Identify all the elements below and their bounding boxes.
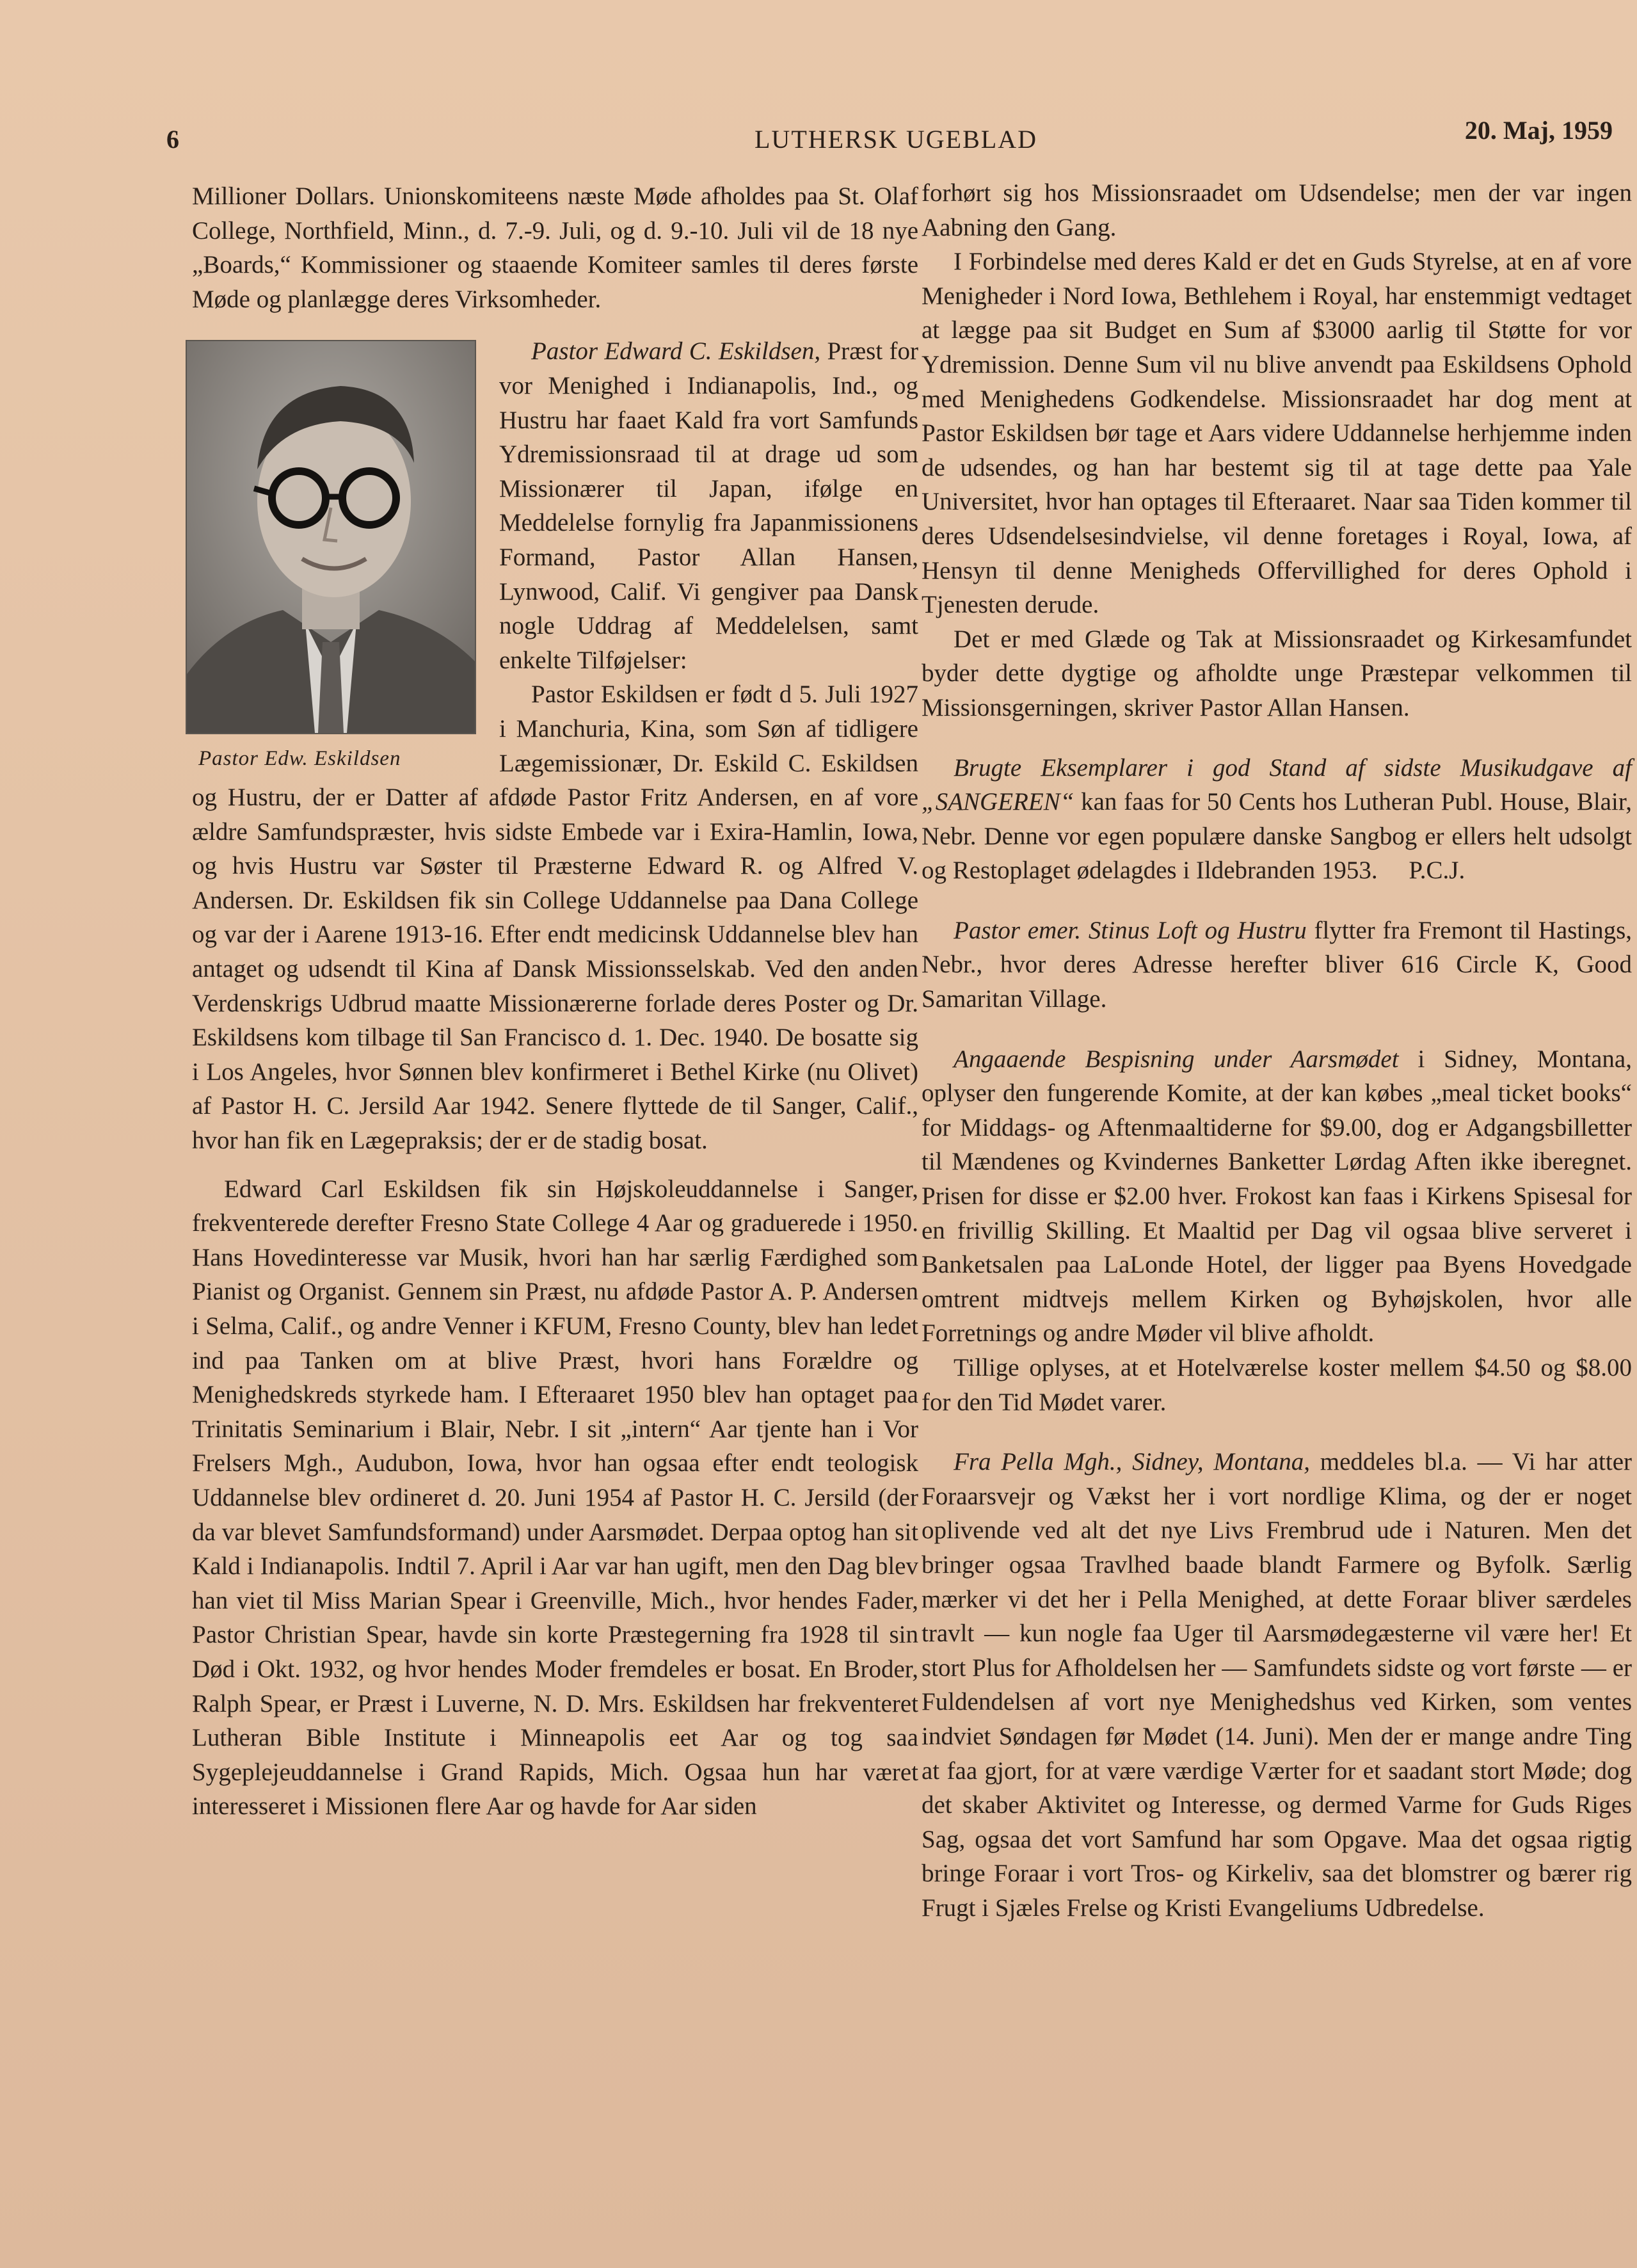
right-column bbox=[922, 176, 1632, 1926]
pella-notice bbox=[922, 1445, 1632, 1925]
address-notice bbox=[922, 913, 1632, 1017]
pella-lead: Fra Pella Mgh., Sidney, Montana, bbox=[954, 1448, 1310, 1476]
meals-notice bbox=[922, 1042, 1632, 1351]
continued-paragraph: forhørt sig hos Missionsraadet om Udsendelse; men der var ingen Aabning den Gang. bbox=[922, 179, 1632, 241]
hotel-notice: Tillige oplyses, at et Hotelværelse koster mellem $4.50 og $8.00 for den Tid Mødet varer. bbox=[922, 1354, 1632, 1416]
portrait-illustration bbox=[187, 341, 475, 733]
left-column bbox=[192, 179, 918, 1824]
page-header bbox=[166, 115, 1625, 160]
songbook-lead: Brugte Eksemplarer i god Stand af sidste Musikudgave af „SANGEREN“ bbox=[922, 753, 1632, 816]
welcome-paragraph: Det er med Glæde og Tak at Missionsraadet og Kirkesamfundet byder dette dygtige og afholdte unge Præstepar velkommen til Missionsgerningen, skriver Pastor Allan Hansen. bbox=[922, 625, 1632, 721]
portrait-figure bbox=[186, 340, 480, 775]
songbook-body: kan faas for 50 Cents hos Lutheran Publ. House, Blair, Nebr. Denne vor egen populære danske Sangbog er ellers helt udsolgt og Restoplaget ødelagdes i Ildebranden 1953. bbox=[922, 788, 1632, 885]
pella-body: meddeles bl.a. — Vi har atter Foraarsvejr og Vækst her i vort nordlige Klima, og der er noget oplivende ved alt det nye Livs Frembrud ude i Naturen. Men det bringer ogsaa Travlhed baade blandt Farmere og Byfolk. Særlig mærker vi det her i Pella Menighed, at dette Foraar bliver særdeles travlt — kun nogle faa Uger til Aarsmødegæsterne vil være her! Et stort Plus for Afholdelsen her — Samfundets sidste og vort første — er Fuldendelsen af vort nye Menighedshus ved Kirken, som ventes indviet Søndagen før Mødet (14. Juni). Men der er mange andre Ting at faa gjort, for at være værdige Værter for et saadant stort Møde; dog det skaber Aktivitet og Interesse, og dermed Varme for Guds Riges Sag, ogsaa det vort Samfund har som Opgave. Maa det ogsaa rigtig bringe Foraar i vort Tros- og Kirkeliv, saa det blomstrer og bærer rig Frugt i Sjæles Frelse og Kristi Evangeliums Udbredelse. bbox=[922, 1448, 1632, 1922]
address-body: flytter fra Fremont til Hastings, Nebr., hvor deres Adresse herefter bliver 616 Circle K, Good Samaritan Village. bbox=[922, 916, 1633, 1013]
announcement-body: Præst for vor Menighed i Indianapolis, Ind., og Hustru har faaet Kald fra vort Samfunds Ydremissionsraad til at drage ud som Missionærer til Japan, ifølge en Meddelelse fornylig fra Japanmissionens Formand, Pastor Allan Hansen, Lynwood, Calif. Vi gengiver paa Dansk nogle Uddrag af Meddelelsen, samt enkelte Tilføjelser: bbox=[499, 337, 918, 674]
meals-lead: Angaaende Bespisning under Aarsmødet bbox=[954, 1045, 1399, 1073]
issue-date: 20. Maj, 1959 bbox=[1464, 116, 1613, 145]
songbook-signature: P.C.J. bbox=[1409, 857, 1465, 885]
publication-title: LUTHERSK UGEBLAD bbox=[755, 125, 1037, 154]
photo-caption: Pastor Edw. Eskildsen bbox=[198, 747, 401, 771]
address-lead: Pastor emer. Stinus Loft og Hustru bbox=[954, 916, 1307, 944]
education-paragraph: Edward Carl Eskildsen fik sin Højskoleuddannelse i Sanger, frekventerede derefter Fresno State College 4 Aar og graduerede i 1950. Hans Hovedinteresse var Musik, hvori han har særlig Færdighed som Pianist og Organist. Gennem sin Præst, nu afdøde Pastor A. P. Andersen i Selma, Calif., og andre Venner i KFUM, Fresno County, blev han ledet ind paa Tanken om at blive Præst, hvori hans Forældre og Menighedskreds styrkede ham. I Efteraaret 1950 blev han optaget paa Trinitatis Seminarium i Blair, Nebr. I sit „intern“ Aar tjente han i Vor Frelsers Mgh., Audubon, Iowa, hvor han ogsaa efter endt teologisk Uddannelse blev ordineret d. 20. Juni 1954 af Pastor H. C. Jersild (der da var blevet Samfundsformand) under Aarsmødet. Derpaa optog han sit Kald i Indianapolis. Indtil 7. April i Aar var han ugift, men den Dag blev han viet til Miss Marian Spear i Greenville, Mich., hvor hendes Fader, Pastor Christian Spear, havde sin korte Præstegerning fra 1928 til sin Død i Okt. 1932, og hvor hendes Moder fremdeles er bosat. En Broder, Ralph Spear, er Præst i Luverne, N. D. Mrs. Eskildsen har frekventeret Lutheran Bible Institute i Minneapolis eet Aar og tog saa Sygeplejeuddannelse i Grand Rapids, Mich. Ogsaa hun har været interesseret i Missionen flere Aar og havde for Aar siden bbox=[192, 1175, 918, 1821]
portrait-photo bbox=[186, 340, 476, 734]
announcement-lead: Pastor Edward C. Eskildsen, bbox=[531, 337, 821, 366]
call-paragraph: I Forbindelse med deres Kald er det en Guds Styrelse, at en af vore Menigheder i Nord Iowa, Bethlehem i Royal, har enstemmigt vedtaget at lægge paa sit Budget en Sum af $3000 aarlig til Støtte for vor Ydremission. Denne Sum vil nu blive anvendt paa Eskildsens Ophold med Menighedens Godkendelse. Missionsraadet har dog ment at Pastor Eskildsen bør tage et Aars videre Uddannelse herhjemme inden de udsendes, og han har bestemt sig til at tage dette paa Yale Universitet, hvor han optages til Efteraaret. Naar saa Tiden kommer til deres Udsendelsesindvielse, vil denne foretages i Royal, Iowa, af Hensyn til denne Menigheds Offervillighed for deres Ophold i Tjenesten derude. bbox=[922, 248, 1632, 619]
meals-body: i Sidney, Montana, oplyser den fungerende Komite, at der kan købes „meal ticket books“ for Middags- og Aftenmaaltiderne for $9.00, dog er Adgangsbilletter til Mændenes og Kvindernes Banketter Lørdag Aften ikke iberegnet. Prisen for disse er $2.00 hver. Frokost kan faas i Kirkens Spisesal for en frivillig Skilling. Et Maaltid per Dag vil ogsaa blive serveret i Banketsalen paa LaLonde Hotel, der ligger paa Byens Hovedgade omtrent midtvejs mellem Kirken og Byhøjskolen, hvor alle Forretnings og andre Møder vil blive afholdt. bbox=[922, 1045, 1632, 1347]
page-number: 6 bbox=[166, 125, 179, 154]
biography-paragraph: Pastor Eskildsen er født d 5. Juli 1927 i Manchuria, Kina, som Søn af tidligere Lægemissionær, Dr. Eskild C. Eskildsen og Hustru, der er Datter af afdøde Pastor Fritz Andersen, en af vore ældre Samfundspræster, hvis sidste Embede var i Exira-Hamlin, Iowa, og hvis Hustru var Søster til Præsterne Edward R. og Alfred V. Andersen. Dr. Eskildsen fik sin College Uddannelse paa Dana College og var der i Aarene 1913-16. Efter endt medicinsk Uddannelse blev han antaget og udsendt til Kina af Dansk Missionsselskab. Ved den anden Verdenskrigs Udbrud maatte Missionærerne forlade deres Poster og Dr. Eskildsens kom tilbage til San Francisco d. 1. Dec. 1940. De bosatte sig i Los Angeles, hvor Sønnen blev konfirmeret i Bethel Kirke (nu Olivet) af Pastor H. C. Jersild Aar 1942. Senere flyttede de til Sanger, Calif., hvor han fik en Lægepraksis; der er de stadig bosat. bbox=[192, 680, 918, 1155]
article-continuation: Millioner Dollars. Unionskomiteens næste Møde afholdes paa St. Olaf College, Northfield, Minn., d. 7.-9. Juli, og d. 9.-10. Juli vil de 18 nye „Boards,“ Kommissioner og staaende Komiteer samles til deres første Møde og planlægge deres Virksomheder. bbox=[192, 182, 918, 313]
songbook-notice bbox=[922, 751, 1632, 888]
